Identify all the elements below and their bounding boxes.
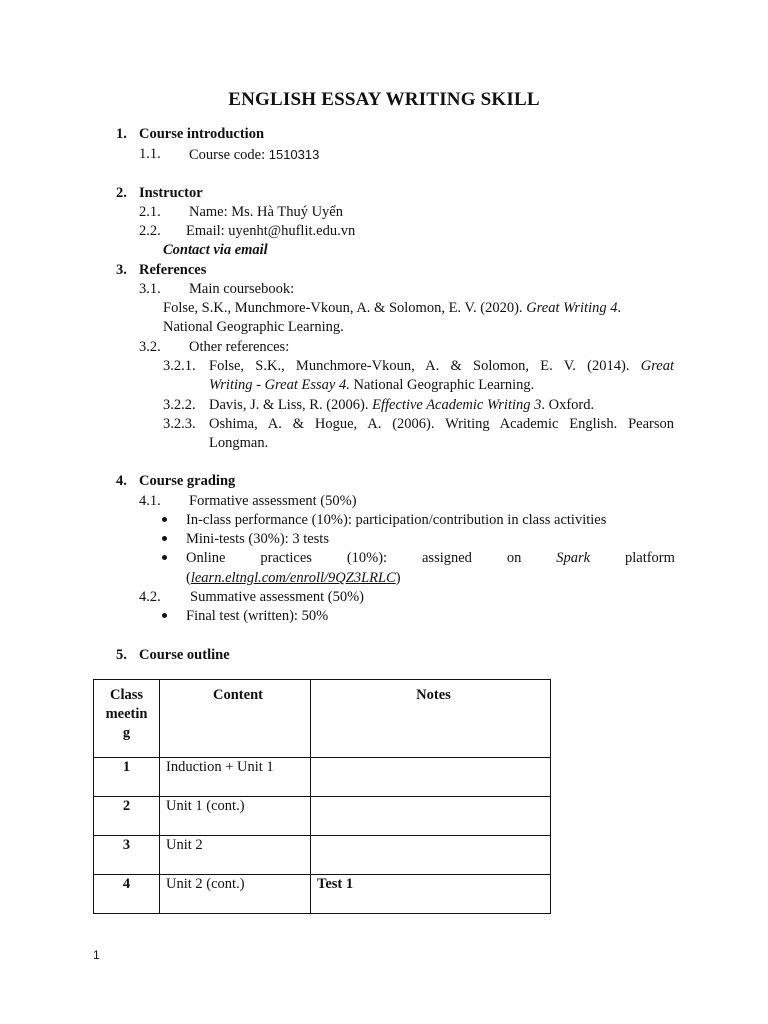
instructor-email: Email: uyenht@huflit.edu.vn	[186, 223, 356, 239]
meeting-number: 2	[94, 797, 160, 836]
page-number: 1	[93, 948, 100, 962]
spark-word: Spark	[556, 550, 591, 566]
header-notes-label: Notes	[416, 687, 451, 703]
item-3-1-number: 3.1.	[139, 281, 161, 297]
main-coursebook-label: Main coursebook:	[189, 281, 295, 297]
ref-3-2-1-authors: Folse, S.K., Munchmore-Vkoun, A. & Solomon, E. V. (2014).	[209, 358, 630, 374]
ref-3-2-3-number: 3.2.3.	[163, 416, 196, 432]
header-content-label: Content	[213, 687, 263, 703]
item-4-2-number: 4.2.	[139, 589, 161, 605]
ref-3-2-1-number: 3.2.1.	[163, 358, 196, 374]
ref-3-2-2-publisher: . Oxford.	[541, 397, 595, 413]
main-reference-authors: Folse, S.K., Munchmore-Vkoun, A. & Solomon, E. V. (2020).	[163, 300, 527, 316]
ref-3-2-2-line	[209, 396, 594, 415]
word: platform	[624, 550, 675, 566]
meeting-number: 3	[94, 836, 160, 875]
bullet-mini-tests: Mini-tests (30%): 3 tests	[186, 531, 329, 547]
header-class-meeting-line: meetin	[105, 706, 148, 722]
formative-assessment: Formative assessment (50%)	[189, 493, 357, 509]
course-code-label: Course code:	[189, 147, 269, 163]
bullet-dot	[162, 613, 167, 618]
item-1-1-number: 1.1.	[139, 146, 161, 162]
main-reference-period: .	[617, 300, 622, 316]
section-1-heading: Course introduction	[139, 126, 265, 142]
bullet-online-practices-line-1	[186, 549, 675, 568]
contact-note: Contact via email	[163, 242, 268, 258]
course-outline-table	[93, 679, 551, 914]
meeting-content: Unit 1 (cont.)	[160, 797, 311, 836]
bullet-final-test: Final test (written): 50%	[186, 608, 329, 624]
document-title: ENGLISH ESSAY WRITING SKILL	[228, 89, 540, 110]
ref-3-2-1-line-1	[209, 357, 674, 376]
item-4-1-number: 4.1.	[139, 493, 161, 509]
section-4-number: 4.	[116, 473, 127, 489]
word: on	[506, 550, 522, 566]
course-code-value: 1510313	[268, 147, 320, 162]
table-row	[94, 797, 551, 836]
ref-3-2-1-publisher: National Geographic Learning.	[349, 377, 535, 393]
section-5-heading: Course outline	[139, 647, 230, 663]
bullet-dot	[162, 555, 167, 560]
main-reference-publisher: National Geographic Learning.	[163, 319, 344, 335]
ref-3-2-3-line-1: Oshima, A. & Hogue, A. (2006). Writing Academic English. Pearson	[209, 416, 674, 432]
bullet-dot	[162, 517, 167, 522]
section-4-heading: Course grading	[139, 473, 236, 489]
header-class-meeting-line: Class	[109, 687, 144, 703]
word: assigned	[421, 550, 472, 566]
section-1-number: 1.	[116, 126, 127, 142]
meeting-content: Unit 2 (cont.)	[160, 875, 311, 914]
ref-3-2-1-title-start: Great	[640, 358, 675, 374]
main-reference-line-1	[163, 299, 675, 318]
header-content	[160, 680, 311, 758]
ref-3-2-2-authors: Davis, J. & Liss, R. (2006).	[209, 397, 373, 413]
table-row	[94, 875, 551, 914]
bullet-online-practices-line-2	[186, 569, 401, 588]
item-2-2-number: 2.2.	[139, 223, 161, 239]
section-3-heading: References	[139, 262, 207, 278]
item-2-1-number: 2.1.	[139, 204, 161, 220]
word: practices	[260, 550, 312, 566]
section-3-number: 3.	[116, 262, 127, 278]
ref-3-2-3-line-2: Longman.	[209, 435, 269, 451]
meeting-number: 1	[94, 758, 160, 797]
section-2-heading: Instructor	[139, 185, 203, 201]
meeting-notes: Test 1	[311, 875, 551, 914]
course-code-line	[189, 145, 319, 165]
ref-3-2-2-number: 3.2.2.	[163, 397, 196, 413]
word: Online	[186, 550, 226, 566]
ref-3-2-1-line-2	[209, 376, 534, 395]
ref-3-2-2-title: Effective Academic Writing 3	[372, 397, 542, 413]
section-5-number: 5.	[116, 647, 127, 663]
other-references-label: Other references:	[189, 339, 290, 355]
bullet-dot	[162, 536, 167, 541]
close-paren: )	[395, 570, 401, 586]
item-3-2-number: 3.2.	[139, 339, 161, 355]
meeting-notes	[311, 758, 551, 797]
open-paren: (	[186, 570, 191, 586]
meeting-notes	[311, 836, 551, 875]
word: (10%):	[346, 550, 388, 566]
table-row	[94, 836, 551, 875]
section-2-number: 2.	[116, 185, 127, 201]
table-row	[94, 758, 551, 797]
summative-assessment: Summative assessment (50%)	[190, 589, 364, 605]
spark-enroll-link[interactable]: learn.eltngl.com/enroll/9QZ3LRLC	[190, 570, 396, 586]
meeting-content: Unit 2	[160, 836, 311, 875]
header-notes	[311, 680, 551, 758]
main-reference-title: Great Writing 4	[526, 300, 618, 316]
ref-3-2-1-title-end: Writing - Great Essay 4.	[209, 377, 350, 393]
meeting-content: Induction + Unit 1	[160, 758, 311, 797]
header-class-meeting-line: g	[122, 725, 131, 741]
bullet-in-class-performance: In-class performance (10%): participation/contribution in class activities	[186, 512, 607, 528]
instructor-name: Name: Ms. Hà Thuý Uyển	[189, 204, 343, 220]
meeting-notes	[311, 797, 551, 836]
meeting-number: 4	[94, 875, 160, 914]
table-header-row	[94, 680, 551, 758]
header-class-meeting	[94, 680, 160, 758]
